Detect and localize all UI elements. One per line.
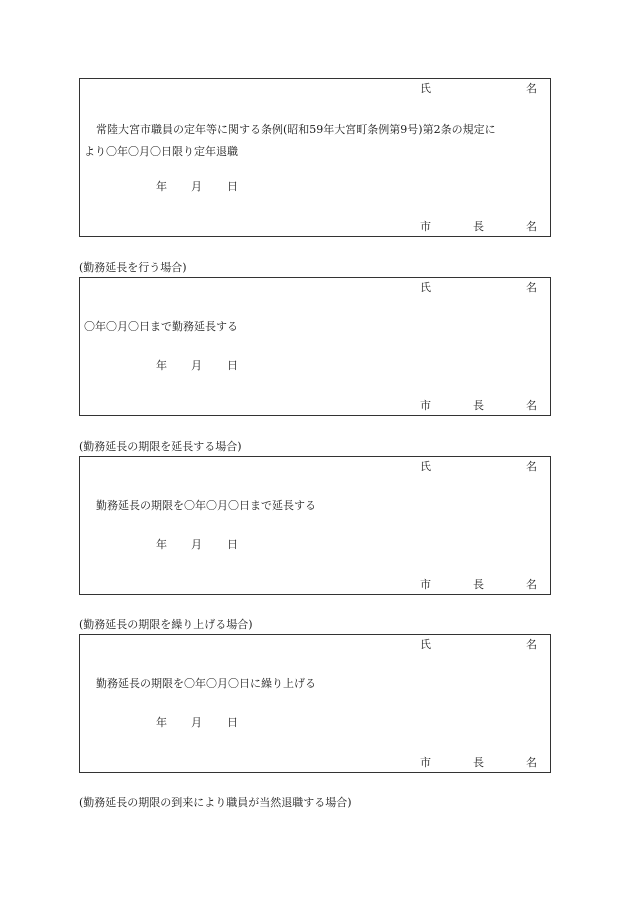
section-caption-extension: (勤務延長を行う場合) [79,261,187,274]
name-label-mei: 名 [526,460,537,473]
section-caption-natural-retirement: (勤務延長の期限の到来により職員が当然退職する場合) [79,796,352,809]
name-label-shi: 氏 [420,281,431,294]
mayor-label-chou: 長 [473,578,484,591]
name-label-shi: 氏 [420,638,431,651]
record-box-2 [79,277,551,416]
mayor-label-chou: 長 [473,756,484,769]
record-text [84,119,546,163]
date-label-year: 年 [156,359,167,372]
mayor-label-ichi: 市 [420,756,431,769]
date-label-year: 年 [156,180,167,193]
record-text-line-1: 勤務延長の期限を〇年〇月〇日に繰り上げる [96,677,316,690]
date-label-year: 年 [156,716,167,729]
date-label-day: 日 [227,538,238,551]
record-box-3 [79,456,551,595]
record-text-line-1: 〇年〇月〇日まで勤務延長する [84,320,238,333]
name-label-shi: 氏 [420,460,431,473]
date-label-day: 日 [227,180,238,193]
mayor-label-mei: 名 [526,578,537,591]
date-label-month: 月 [191,180,202,193]
section-caption-period-advance: (勤務延長の期限を繰り上げる場合) [79,618,253,631]
record-text-line-1: 勤務延長の期限を〇年〇月〇日まで延長する [96,499,316,512]
record-box-4 [79,634,551,773]
mayor-label-mei: 名 [526,399,537,412]
mayor-label-ichi: 市 [420,578,431,591]
date-label-month: 月 [191,716,202,729]
mayor-label-mei: 名 [526,756,537,769]
mayor-label-ichi: 市 [420,220,431,233]
mayor-label-chou: 長 [473,399,484,412]
mayor-label-ichi: 市 [420,399,431,412]
name-label-mei: 名 [526,82,537,95]
record-box-1 [79,78,551,237]
date-label-year: 年 [156,538,167,551]
name-label-shi: 氏 [420,82,431,95]
date-label-day: 日 [227,716,238,729]
mayor-label-chou: 長 [473,220,484,233]
record-text-line-1: 常陸大宮市職員の定年等に関する条例(昭和59年大宮町条例第9号)第2条の規定に [96,123,496,136]
section-caption-period-extension: (勤務延長の期限を延長する場合) [79,440,242,453]
record-text-line-2: より〇年〇月〇日限り定年退職 [84,145,238,158]
date-label-day: 日 [227,359,238,372]
date-label-month: 月 [191,359,202,372]
date-label-month: 月 [191,538,202,551]
name-label-mei: 名 [526,638,537,651]
name-label-mei: 名 [526,281,537,294]
mayor-label-mei: 名 [526,220,537,233]
